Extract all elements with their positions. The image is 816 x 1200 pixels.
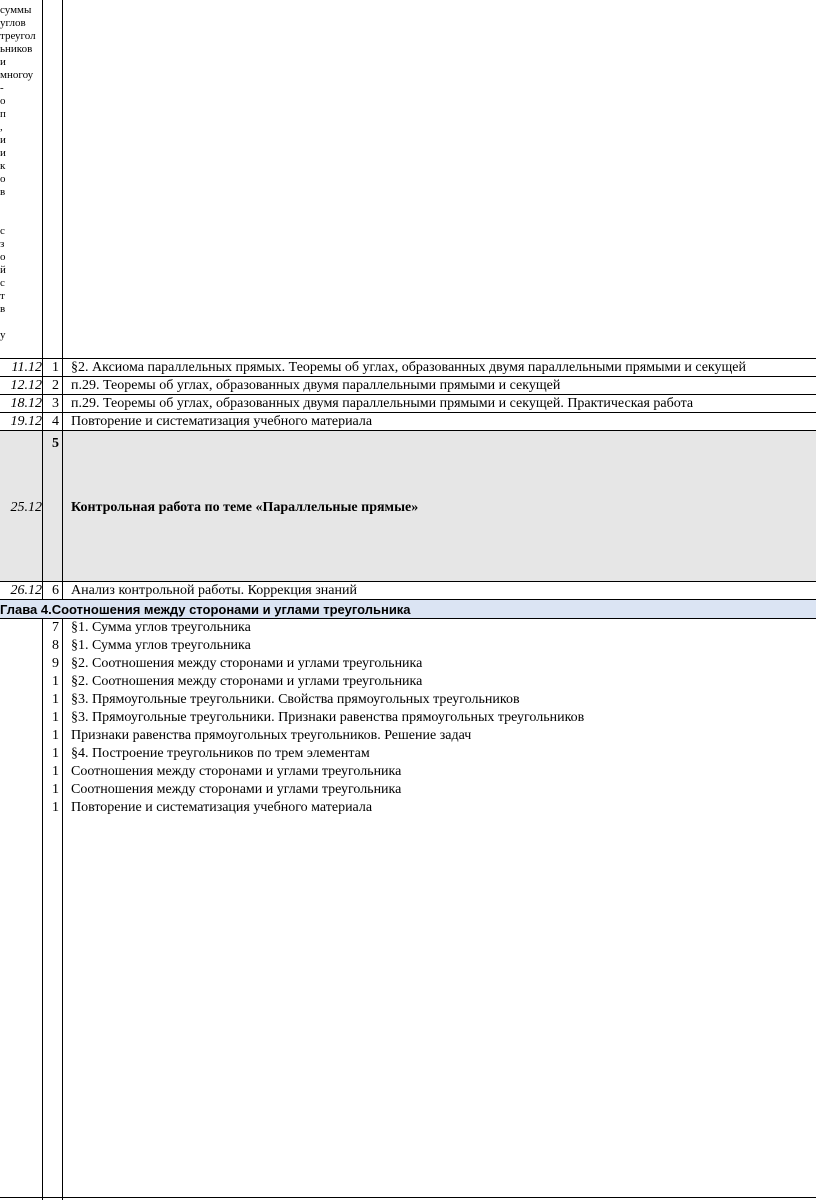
chapter-title: Глава 4.Соотношения между сторонами и углами треугольника	[0, 602, 411, 617]
table-row	[0, 800, 816, 816]
header-fragment-line	[0, 316, 40, 329]
table-row	[0, 710, 816, 726]
lesson-number: 4	[52, 414, 59, 429]
table-row	[0, 396, 816, 412]
lesson-number: 7	[52, 620, 59, 635]
chapter-header	[0, 600, 816, 618]
lesson-topic: §3. Прямоугольные треугольники. Свойства прямоугольных треугольников	[71, 692, 520, 707]
table-row	[0, 728, 816, 744]
lesson-number: 3	[52, 396, 59, 411]
header-fragment-line: ,	[0, 121, 3, 133]
lesson-number: 1	[52, 728, 59, 743]
table-row	[0, 583, 816, 599]
lesson-topic: п.29. Теоремы об углах, образованных двумя параллельными прямыми и секущей	[71, 378, 561, 393]
header-fragment-line: ьников	[0, 43, 33, 55]
header-fragment-line: з	[0, 238, 5, 250]
lesson-topic: Соотношения между сторонами и углами треугольника	[71, 782, 402, 797]
lesson-topic: Соотношения между сторонами и углами треугольника	[71, 764, 402, 779]
header-fragment-line: п	[0, 108, 6, 120]
table-row	[0, 378, 816, 394]
header-fragment-line: в	[0, 186, 6, 198]
lesson-topic: Признаки равенства прямоугольных треугольников. Решение задач	[71, 728, 472, 743]
table-row	[0, 656, 816, 672]
lesson-topic: Контрольная работа по теме «Параллельные прямые»	[71, 500, 419, 515]
header-fragment-line: й	[0, 264, 6, 276]
table-row	[0, 360, 816, 376]
lesson-number: 1	[52, 764, 59, 779]
lesson-topic: Повторение и систематизация учебного материала	[71, 414, 373, 429]
lesson-date: 26.12	[10, 583, 42, 598]
lesson-number: 1	[52, 782, 59, 797]
lesson-topic: §1. Сумма углов треугольника	[71, 638, 251, 653]
header-fragment-line: к	[0, 160, 6, 172]
lesson-date: 19.12	[10, 414, 42, 429]
table-row	[0, 674, 816, 690]
header-fragment	[0, 4, 40, 342]
table-bottom-border	[0, 1197, 816, 1198]
table-row	[0, 620, 816, 636]
control-work-row	[0, 430, 816, 581]
table-row	[0, 692, 816, 708]
header-fragment-line: -	[0, 82, 4, 94]
header-fragment-line: многоу	[0, 69, 34, 81]
header-fragment-line: о	[0, 173, 6, 185]
row-divider	[0, 412, 816, 413]
lesson-topic: §4. Построение треугольников по трем элементам	[71, 746, 370, 761]
row-divider	[0, 599, 816, 600]
lesson-number: 8	[52, 638, 59, 653]
lesson-topic: §3. Прямоугольные треугольники. Признаки равенства прямоугольных треугольников	[71, 710, 585, 725]
header-fragment-line: т	[0, 290, 5, 302]
lesson-topic: §2. Аксиома параллельных прямых. Теоремы об углах, образованных двумя параллельными прямыми и секущей	[71, 360, 747, 375]
header-fragment-line: и	[0, 147, 6, 159]
header-fragment-line: углов	[0, 17, 26, 29]
lesson-number: 1	[52, 692, 59, 707]
header-fragment-line: суммы	[0, 4, 32, 16]
header-fragment-line: в	[0, 303, 6, 315]
lesson-topic: §2. Соотношения между сторонами и углами треугольника	[71, 674, 423, 689]
row-divider	[0, 394, 816, 395]
table-row	[0, 638, 816, 654]
header-fragment-line: у	[0, 329, 6, 341]
lesson-number: 1	[52, 746, 59, 761]
header-fragment-line: и	[0, 134, 6, 146]
row-divider	[0, 358, 816, 359]
lesson-topic: §2. Соотношения между сторонами и углами треугольника	[71, 656, 423, 671]
lesson-number: 1	[52, 800, 59, 815]
lesson-topic: Повторение и систематизация учебного материала	[71, 800, 373, 815]
lesson-number: 1	[52, 360, 59, 375]
lesson-topic: §1. Сумма углов треугольника	[71, 620, 251, 635]
lesson-date: 18.12	[10, 396, 42, 411]
header-fragment-line	[0, 199, 40, 212]
lesson-number: 6	[52, 583, 59, 598]
header-fragment-line: о	[0, 251, 6, 263]
table-row	[0, 782, 816, 798]
table-row	[0, 746, 816, 762]
row-divider	[0, 376, 816, 377]
lesson-number: 2	[52, 378, 59, 393]
lesson-date: 25.12	[10, 500, 42, 515]
lesson-topic: Анализ контрольной работы. Коррекция знаний	[71, 583, 357, 598]
lesson-number: 1	[52, 710, 59, 725]
header-fragment-line: о	[0, 95, 6, 107]
header-fragment-line: с	[0, 225, 5, 237]
lesson-number: 1	[52, 674, 59, 689]
lesson-number: 5	[52, 436, 59, 451]
table-row	[0, 764, 816, 780]
lesson-number: 9	[52, 656, 59, 671]
header-fragment-line: треугол	[0, 30, 36, 42]
row-divider	[0, 618, 816, 619]
lesson-date: 11.12	[11, 360, 42, 375]
table-row	[0, 414, 816, 430]
header-fragment-line	[0, 212, 40, 225]
lesson-topic: п.29. Теоремы об углах, образованных двумя параллельными прямыми и секущей. Практическая работа	[71, 396, 694, 411]
header-fragment-line: с	[0, 277, 5, 289]
lesson-date: 12.12	[10, 378, 42, 393]
row-divider	[0, 581, 816, 582]
header-fragment-line: и	[0, 56, 6, 68]
